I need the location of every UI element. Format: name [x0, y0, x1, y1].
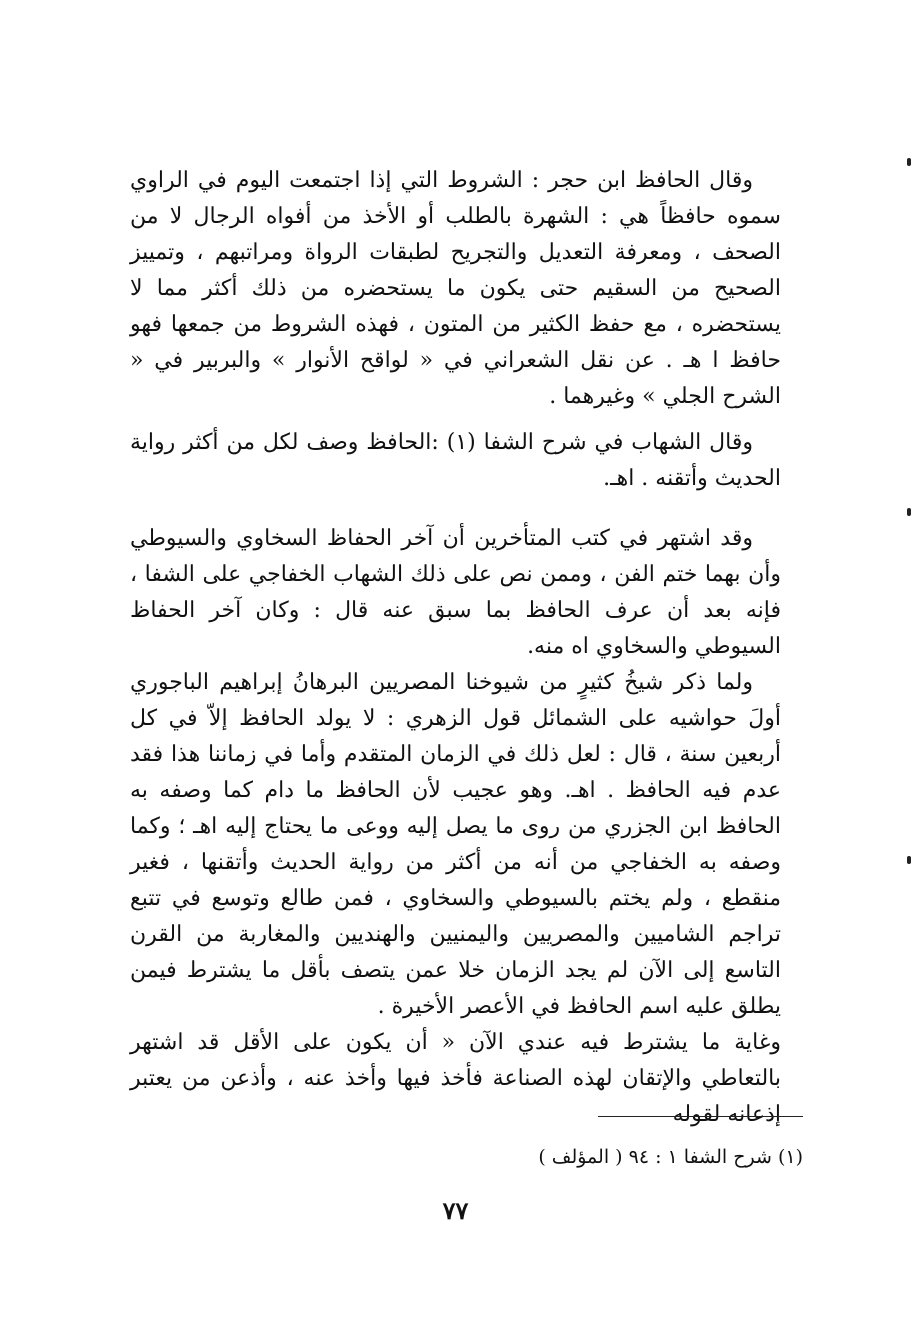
paragraph-shihab: وقال الشهاب في شرح الشفا (١) :الحافظ وصف لكل من أكثر رواية الحديث وأتقنه . اهـ. [130, 430, 781, 491]
body-text [130, 163, 781, 1133]
margin-mark [907, 508, 911, 516]
paragraph-last-huffaz: وقد اشتهر في كتب المتأخرين أن آخر الحفاظ السخاوي والسيوطي وأن بهما ختم الفن ، وممن نص على ذلك الشهاب الخفاجي على الشفا ، فإنه بعد أن عرف الحافظ بما سبق عنه قال : وكان آخر الحفاظ السيوطي والسخاوي اه منه. [130, 526, 781, 659]
paragraph-bajuri: ولما ذكر شيخُ كثيرٍ من شيوخنا المصريين البرهانُ إبراهيم الباجوري أولَ حواشيه على الشمائل قول الزهري : لا يولد الحافظ إلاّ في كل أربعين سنة ، قال : لعل ذلك في الزمان المتقدم وأما في زماننا هذا فقد عدم فيه الحافظ . اهـ. وهو عجيب لأن الحافظ ما دام كما وصفه به الحافظ ابن الجزري من روى ما يصل إليه ووعى ما يحتاج إليه اهـ ؛ وكما وصفه به الخفاجي من أنه من أكثر من رواية الحديث وأتقنها ، فغير منقطع ، ولم يختم بالسيوطي والسخاوي ، فمن طالع وتوسع في تتبع تراجم الشاميين والمصريين واليمنيين والهنديين والمغاربة من القرن التاسع إلى الآن لم يجد الزمان خلا عمن يتصف بأقل ما يشترط فيمن يطلق عليه اسم الحافظ في الأعصر الأخيرة . [130, 670, 781, 1019]
margin-mark [907, 856, 911, 864]
margin-mark [907, 158, 911, 166]
page-number: ٧٧ [442, 1196, 469, 1225]
paragraph-ibn-hajar: وقال الحافظ ابن حجر : الشروط التي إذا اجتمعت اليوم في الراوي سموه حافظاً هي : الشهرة بالطلب أو الأخذ من أفواه الرجال لا من الصحف ، ومعرفة التعديل والتجريح لطبقات الرواة ومراتبهم ، وتمييز الصحيح من السقيم حتى يكون ما يستحضره من ذلك أكثر مما لا يستحضره ، مع حفظ الكثير من المتون ، فهذه الشروط من جمعها فهو حافظ ا هـ . عن نقل الشعراني في « لواقح الأنوار » والبربير في « الشرح الجلي » وغيرهما . [130, 168, 781, 409]
paragraph-conditions: وغاية ما يشترط فيه عندي الآن « أن يكون على الأقل قد اشتهر بالتعاطي والإتقان لهذه الصناعة فأخذ فيها وأخذ عنه ، وأذعن من يعتبر إذعانه لقوله [130, 1030, 781, 1127]
footnote-divider [598, 1116, 803, 1117]
footnote: (١) شرح الشفا ١ : ٩٤ ( المؤلف ) [538, 1146, 803, 1168]
